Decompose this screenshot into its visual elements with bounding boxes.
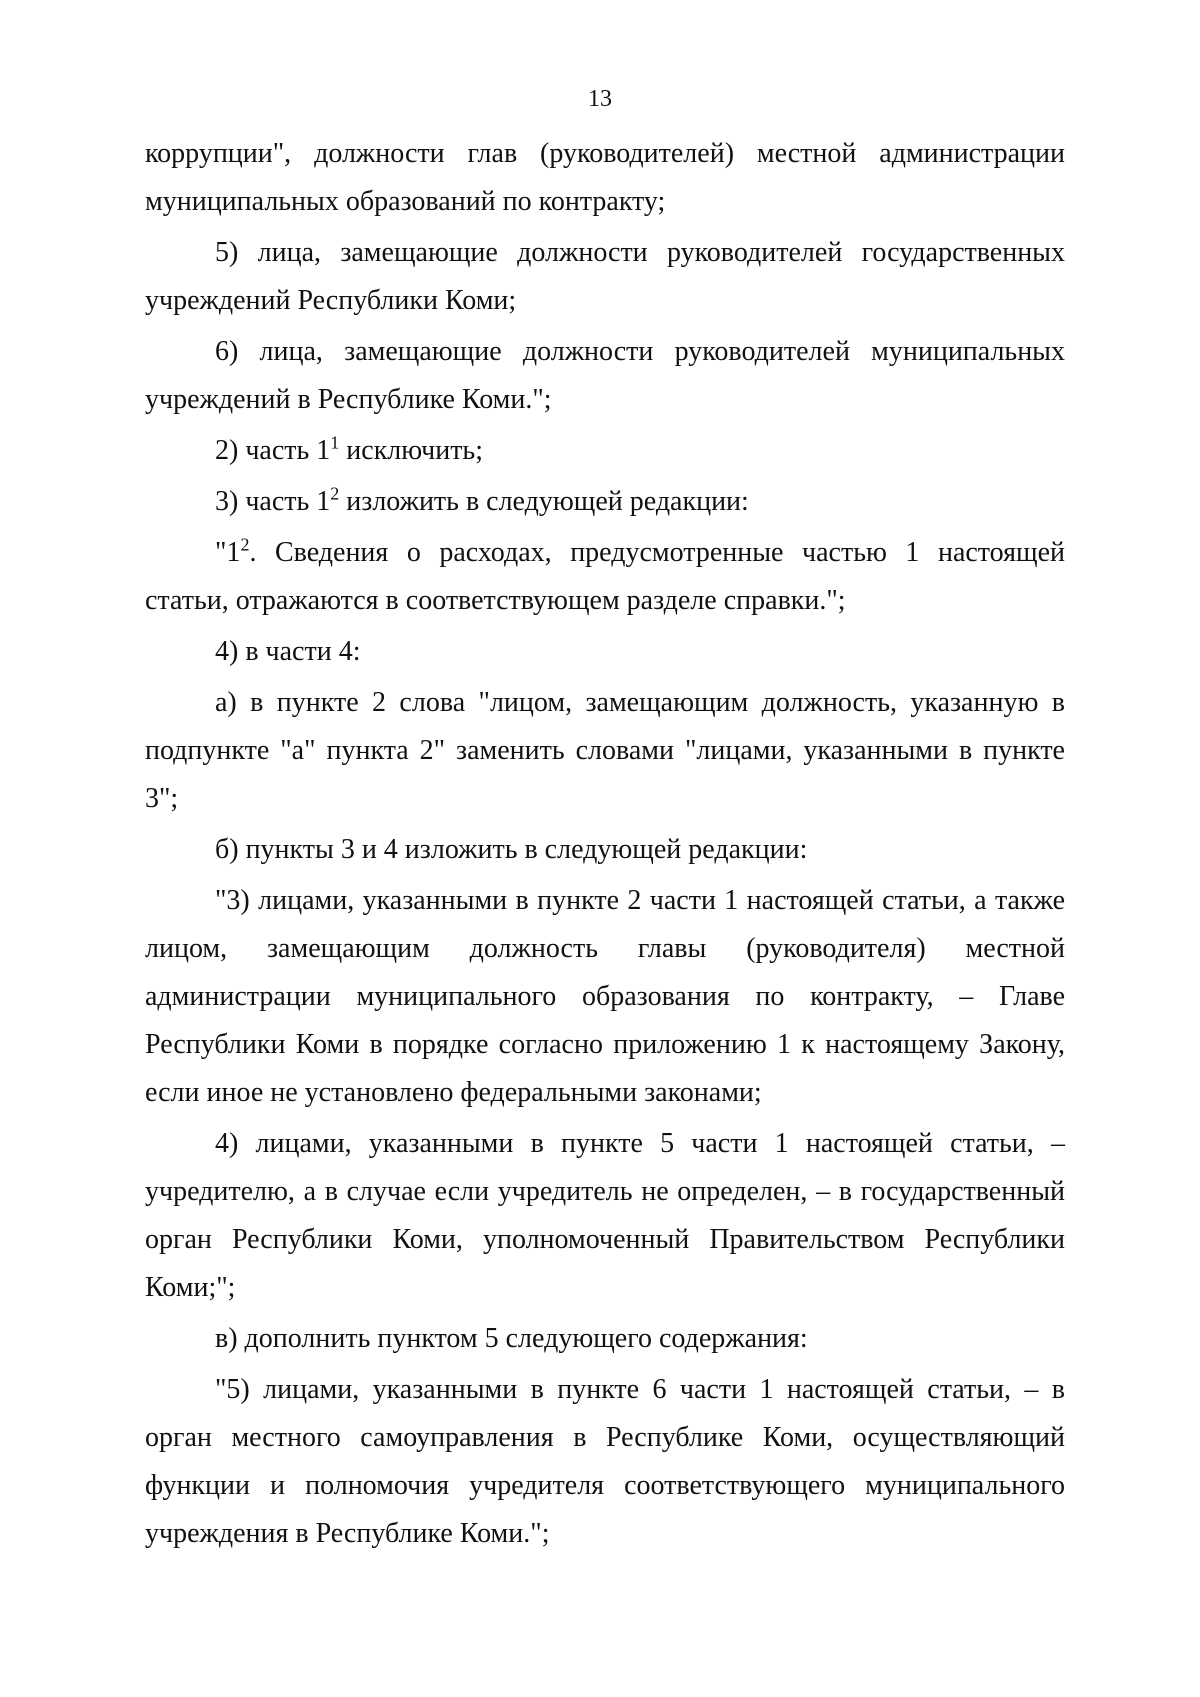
page-number: 13 [588, 86, 612, 112]
paragraph-text: изложить в следующей редакции: [339, 486, 749, 517]
superscript: 1 [330, 432, 340, 453]
paragraph-continuation: коррупции", должности глав (руководителей) местной администрации муниципальных образований по контракту; [145, 138, 1065, 217]
paragraph-text: исключить; [339, 435, 483, 466]
paragraph-subitem-v: в) дополнить пунктом 5 следующего содержания: [215, 1323, 808, 1354]
paragraph-item-5: 5) лица, замещающие должности руководителей государственных учреждений Республики Коми; [145, 237, 1065, 316]
paragraph-text: "1 [215, 537, 241, 568]
document-body [145, 130, 1065, 1561]
superscript: 2 [330, 483, 340, 504]
paragraph-subitem-b: б) пункты 3 и 4 изложить в следующей редакции: [215, 834, 808, 865]
paragraph-quoted-3: "3) лицами, указанными в пункте 2 части 1 настоящей статьи, а также лицом, замещающим должность главы (руководителя) местной администрации муниципального образования по контракту, – Главе Республики Коми в порядке согласно приложению 1 к настоящему Закону, если иное не установлено федеральными законами; [145, 885, 1065, 1108]
paragraph-amendment-3 [145, 478, 1065, 526]
paragraph-subitem-a: а) в пункте 2 слова "лицом, замещающим должность, указанную в подпункте "а" пункта 2" заменить словами "лицами, указанными в пункте 3"; [145, 687, 1065, 814]
paragraph-text: 3) часть 1 [215, 486, 331, 517]
paragraph-text: . Сведения о расходах, предусмотренные частью 1 настоящей статьи, отражаются в соответствующем разделе справки."; [145, 537, 1065, 616]
superscript: 2 [240, 534, 250, 555]
paragraph-quoted-4: 4) лицами, указанными в пункте 5 части 1 настоящей статьи, – учредителю, а в случае если учредитель не определен, – в государственный орган Республики Коми, уполномоченный Правительством Республики Коми;"; [145, 1128, 1065, 1303]
paragraph-text: 2) часть 1 [215, 435, 331, 466]
paragraph-quoted-5: "5) лицами, указанными в пункте 6 части 1 настоящей статьи, – в орган местного самоуправления в Республике Коми, осуществляющий функции и полномочия учредителя соответствующего муниципального учреждения в Республике Коми."; [145, 1374, 1065, 1549]
paragraph-quoted-1-2 [145, 529, 1065, 625]
paragraph-amendment-4: 4) в части 4: [215, 636, 361, 667]
paragraph-item-6: 6) лица, замещающие должности руководителей муниципальных учреждений в Республике Коми."; [145, 336, 1065, 415]
paragraph-amendment-2 [145, 427, 1065, 475]
